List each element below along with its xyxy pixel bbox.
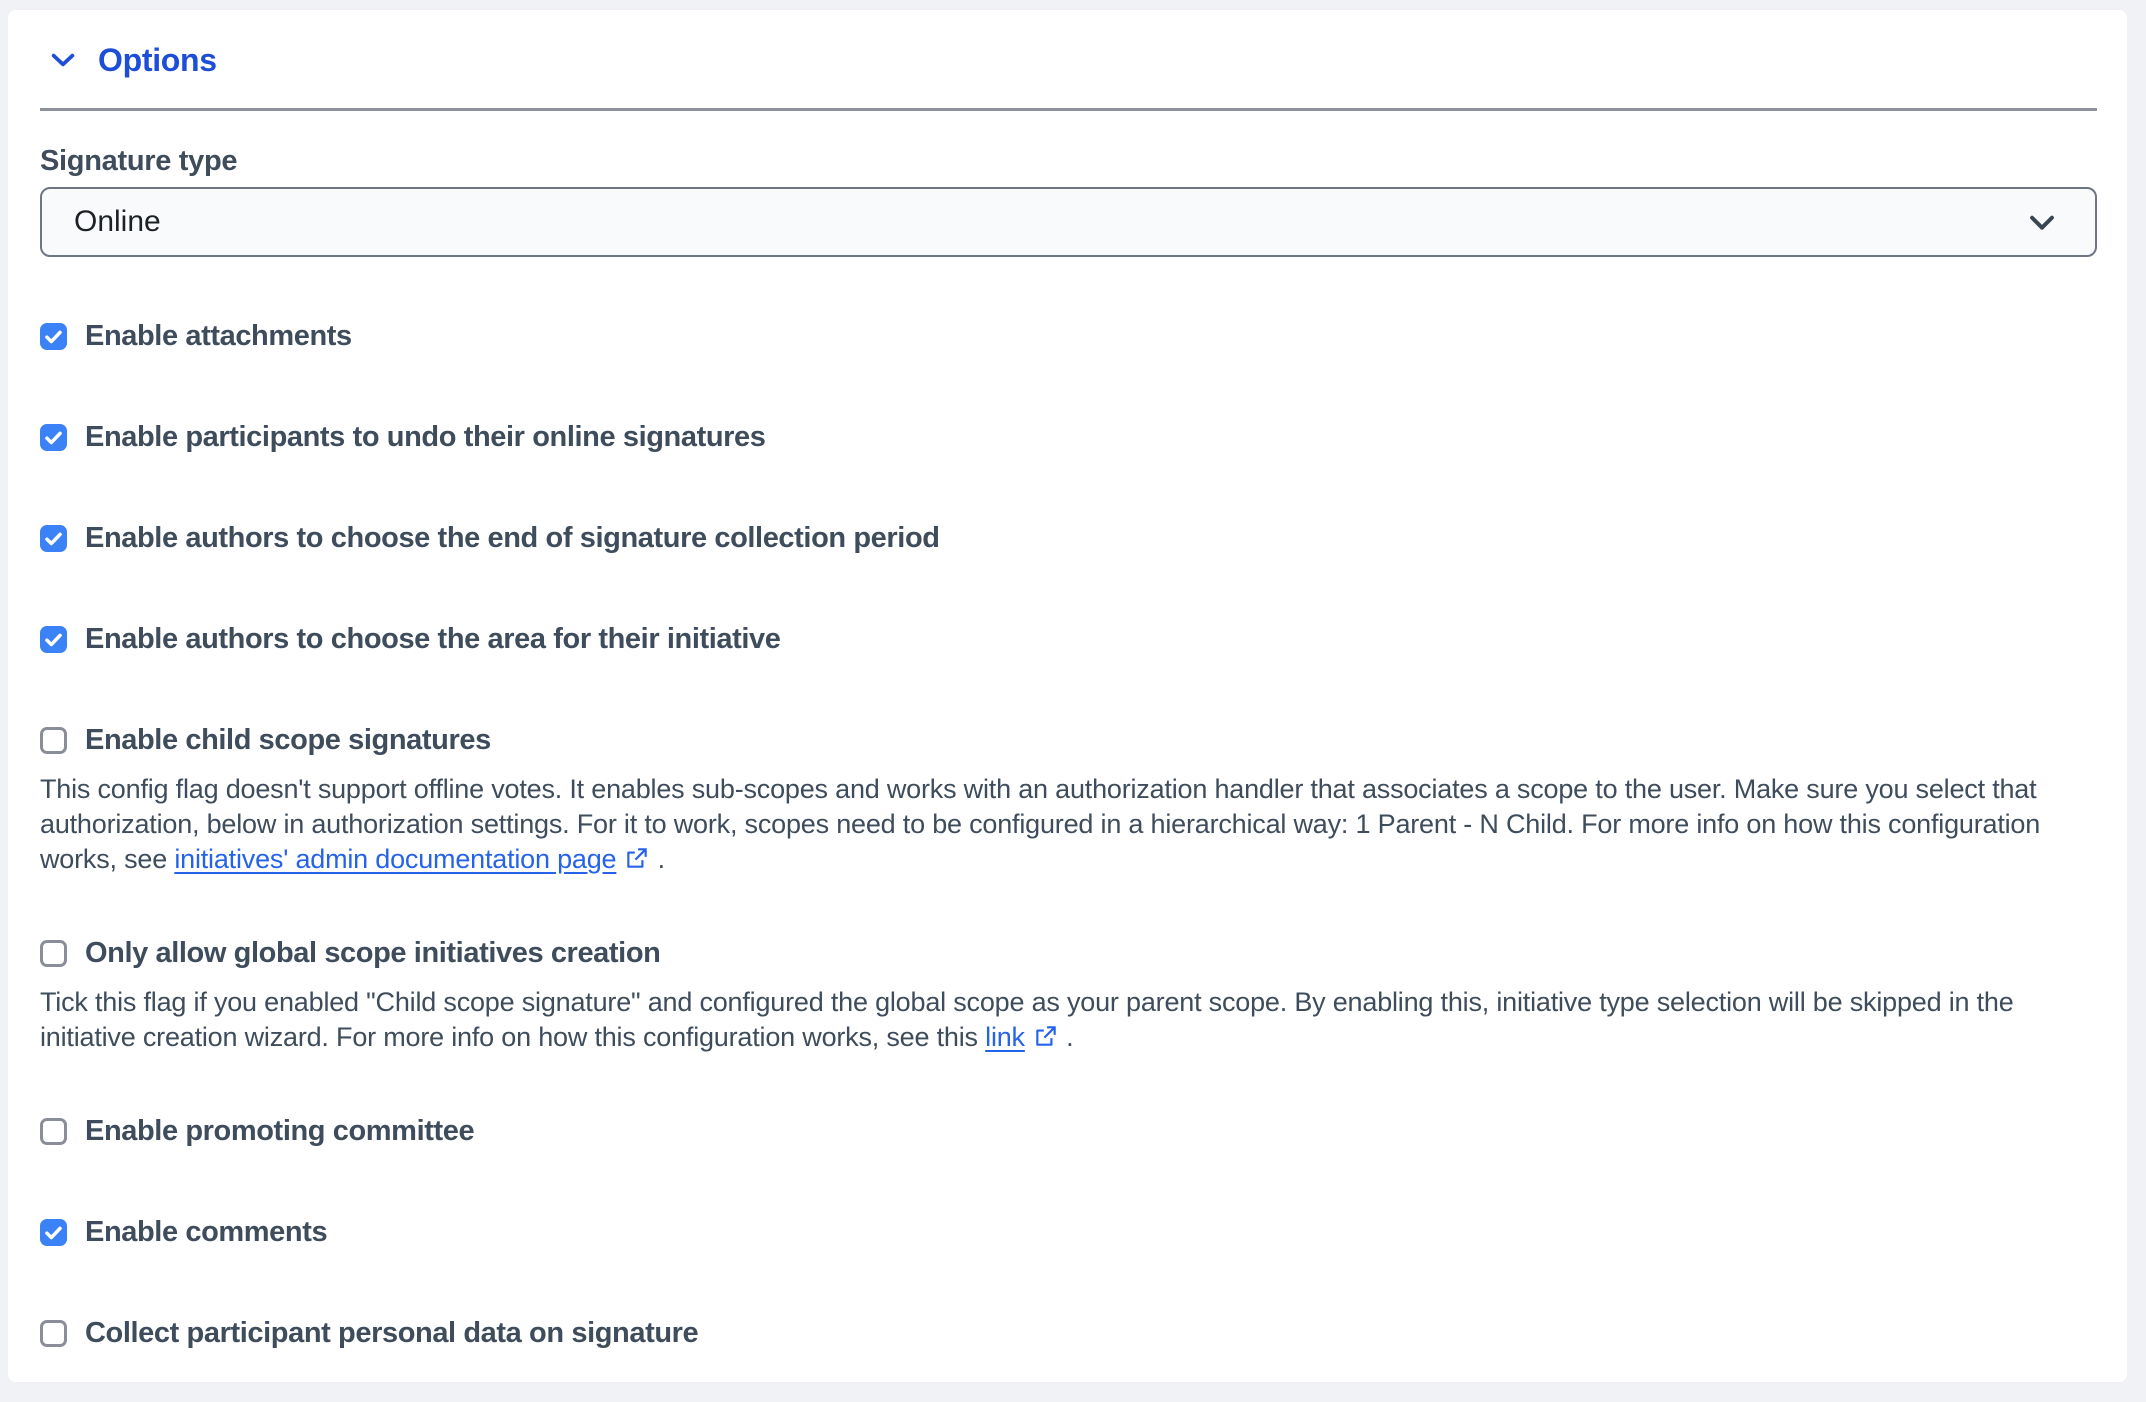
signature-type-label: Signature type (40, 145, 238, 177)
checkbox[interactable] (40, 525, 67, 552)
checkbox[interactable] (40, 323, 67, 350)
checkbox-row[interactable] (40, 1313, 698, 1353)
option-group (40, 417, 2097, 457)
checkbox-label: Enable comments (85, 1215, 328, 1248)
checkbox-row[interactable] (40, 518, 940, 558)
check-icon (43, 326, 64, 347)
checkbox-row[interactable] (40, 933, 660, 973)
external-link-icon (1033, 1023, 1059, 1049)
checkbox[interactable] (40, 727, 67, 754)
help-link[interactable] (985, 1022, 1059, 1052)
checkbox-row[interactable] (40, 316, 352, 356)
checkbox[interactable] (40, 1320, 67, 1347)
description-text: Tick this flag if you enabled "Child scope signature" and configured the global scope as your parent scope. By enabling this, initiative type selection will be skipped in the initiative creation wizard. For more info on how this configuration works, see this (40, 987, 2014, 1052)
checkbox-row[interactable] (40, 720, 491, 760)
signature-type-selected-value: Online (74, 205, 161, 238)
option-group (40, 619, 2097, 659)
signature-type-field (40, 145, 2097, 257)
checkbox-label: Enable authors to choose the area for their initiative (85, 622, 781, 655)
section-divider (40, 108, 2097, 111)
checkbox[interactable] (40, 1219, 67, 1246)
section-title: Options (98, 41, 217, 78)
description-text-after: . (650, 844, 665, 874)
checkbox-label: Enable attachments (85, 319, 352, 352)
checkbox-row[interactable] (40, 1212, 327, 1252)
options-checkbox-list (40, 316, 2097, 1353)
checkbox-label: Enable authors to choose the end of signature collection period (85, 521, 940, 554)
chevron-down-icon (48, 45, 78, 75)
option-description (40, 985, 2097, 1055)
option-group (40, 316, 2097, 356)
checkbox[interactable] (40, 1118, 67, 1145)
checkbox-label: Enable child scope signatures (85, 723, 491, 756)
check-icon (43, 528, 64, 549)
check-icon (43, 629, 64, 650)
checkbox[interactable] (40, 940, 67, 967)
option-group (40, 720, 2097, 877)
checkbox-row[interactable] (40, 1111, 474, 1151)
checkbox-label: Only allow global scope initiatives creation (85, 936, 661, 969)
option-group (40, 518, 2097, 558)
signature-type-select[interactable] (40, 187, 2097, 257)
checkbox-label: Enable promoting committee (85, 1114, 475, 1147)
options-section-header[interactable] (48, 40, 217, 80)
option-group (40, 1111, 2097, 1151)
option-description (40, 772, 2097, 877)
description-text: This config flag doesn't support offline votes. It enables sub-scopes and works with an authorization handler that associates a scope to the user. Make sure you select that authorization, below in authorization settings. For it to work, scopes need to be configured in a hierarchical way: 1 Parent - N Child. For more info on how this configuration works, see (40, 774, 2041, 874)
option-group (40, 1212, 2097, 1252)
checkbox-row[interactable] (40, 417, 766, 457)
description-text-after: . (1058, 1022, 1074, 1052)
checkbox-row[interactable] (40, 619, 781, 659)
option-group (40, 1313, 2097, 1353)
checkbox[interactable] (40, 424, 67, 451)
checkbox-label: Enable participants to undo their online signatures (85, 420, 766, 453)
option-group (40, 933, 2097, 1055)
checkbox[interactable] (40, 626, 67, 653)
check-icon (43, 1222, 64, 1243)
help-link[interactable] (174, 844, 650, 874)
external-link-icon (624, 845, 650, 871)
help-link-label: link (985, 1022, 1025, 1052)
checkbox-label: Collect participant personal data on signature (85, 1316, 699, 1349)
options-panel (8, 10, 2127, 1382)
chevron-down-icon (2025, 205, 2059, 239)
help-link-label: initiatives' admin documentation page (174, 844, 617, 874)
check-icon (43, 427, 64, 448)
